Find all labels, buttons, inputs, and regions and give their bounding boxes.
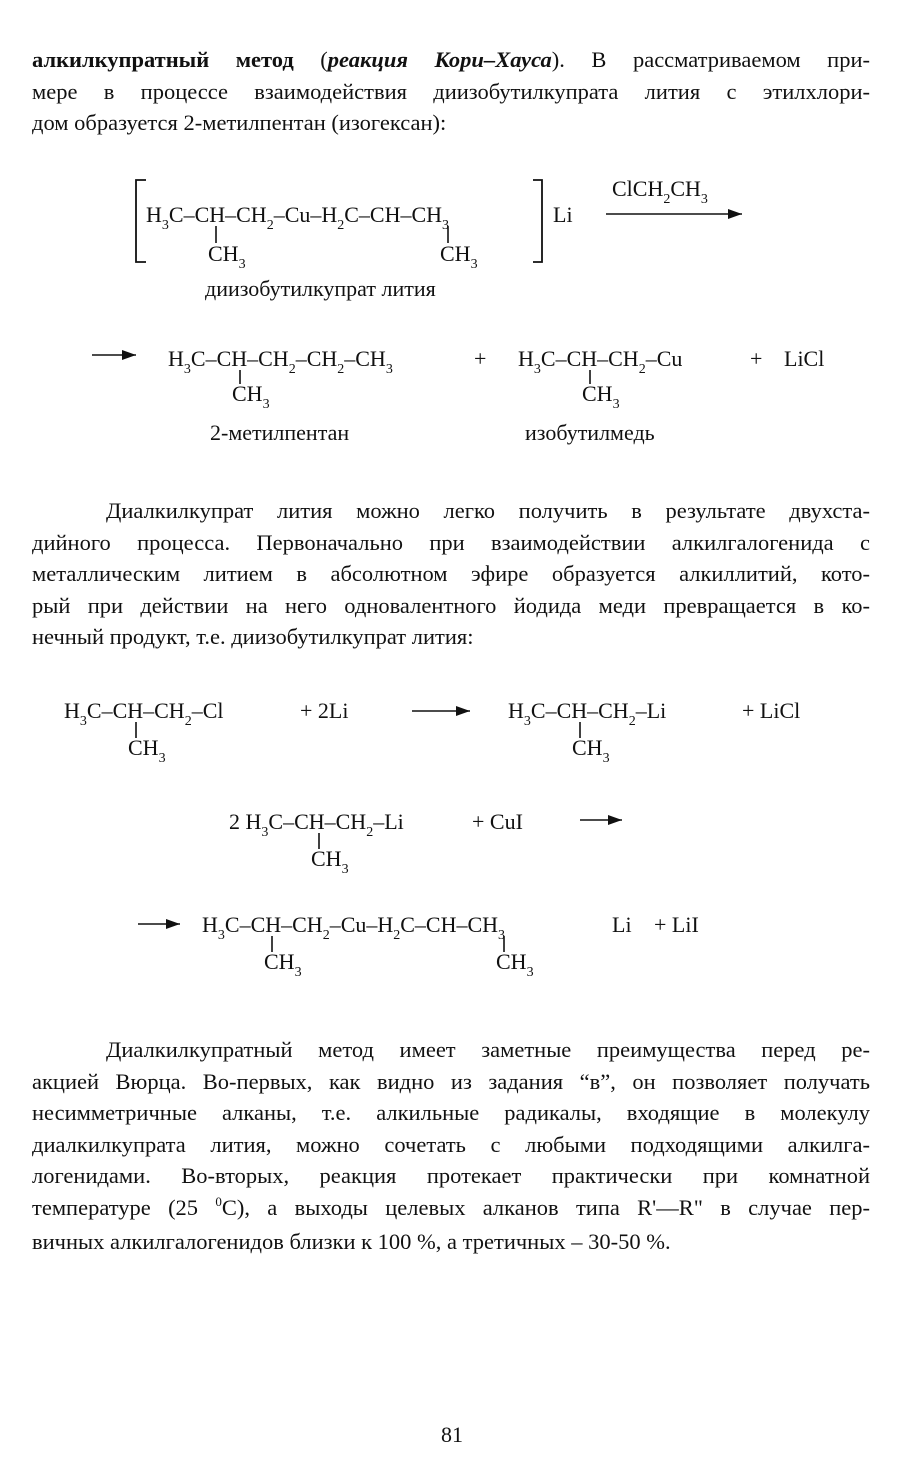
intro-rest: ). В рассматриваемом при- [551, 47, 870, 72]
cuprate-formula: $H_3C-CH-CH_2-Cu-H_2C-CH-CH_3$ [146, 202, 450, 233]
isobutyl-lithium: $H_3C-CH-CH_2-Li$ [508, 698, 667, 729]
right-bracket [533, 180, 542, 262]
intro-paragraph [32, 44, 870, 139]
intro-bold-term: алкилкупратный метод [32, 47, 294, 72]
para2-line-4: рый при действии на него одновалентного йодида меди превращается в ко- [32, 592, 870, 618]
para3-line-7: вичных алкилгалогенидов близки к 100 %, а третичных – 30-50 %. [32, 1229, 671, 1254]
cuprate-branch-1: $CH_3$ [208, 241, 246, 272]
para3-line-5: логенидами. Во-вторых, реакция протекает практически при комнатной [32, 1163, 870, 1188]
reaction2-byproduct: + LiCl [742, 698, 801, 723]
product2-branch: $CH_3$ [582, 381, 620, 412]
para2 [32, 495, 870, 653]
cuprate-branch-2: $CH_3$ [440, 241, 478, 272]
reaction3-product-branch-2: $CH_3$ [496, 949, 534, 980]
left-bracket [136, 180, 146, 262]
para3-line-6a: температуре (25 [32, 1194, 216, 1220]
reaction3-product-branch-1: $CH_3$ [264, 949, 302, 980]
plus-sign-2: + [750, 346, 763, 371]
intro-italic-term: реакция Кори–Хауса [327, 47, 552, 72]
degree-superscript: 0 [215, 1193, 222, 1209]
isobutyl-chloride-branch: $CH_3$ [128, 735, 166, 766]
para3-line-2: акцией Вюрца. Во-первых, как видно из задания “в”, он позволяет получать [32, 1068, 870, 1094]
cuprate-li: Li [553, 202, 573, 227]
arrow-4-head [608, 815, 622, 825]
para3-line-6b: С), а выходы целевых алканов типа R'—R" в случае пер- [221, 1194, 870, 1220]
arrow-3-head [456, 706, 470, 716]
para2-line-3: металлическим литием в абсолютном эфире образуется алкиллитий, кото- [32, 561, 870, 586]
product1-formula: $H_3C-CH-CH_2-CH_2-CH_3$ [168, 346, 393, 377]
plus-sign-1: + [474, 346, 487, 371]
isobutyl-chloride: $H_3C-CH-CH_2-Cl$ [64, 698, 224, 729]
reaction3-reagent: + CuI [472, 809, 523, 834]
reactant-label: диизобутилкупрат лития [205, 276, 436, 301]
reaction3-branch: $CH_3$ [311, 846, 349, 877]
reaction1-reagent: $ClCH_2CH_3$ [612, 176, 708, 207]
reaction3-coef: 2 [229, 809, 240, 834]
para3-line-1: Диалкилкупратный метод имеет заметные преимущества перед ре- [106, 1037, 870, 1062]
product2-formula: $H_3C-CH-CH_2-Cu$ [518, 346, 683, 377]
intro-open-paren: ( [293, 47, 328, 72]
para3 [32, 1034, 870, 1258]
arrow-5-head [166, 919, 180, 929]
page-number: 81 [441, 1422, 463, 1447]
reaction2-reagent: + 2Li [300, 698, 349, 723]
reaction3-byproduct: + LiI [654, 912, 699, 937]
product1-branch: $CH_3$ [232, 381, 270, 412]
intro-line-3: дом образуется 2-метилпентан (изогексан): [32, 110, 447, 135]
product2-label: изобутилмедь [525, 420, 655, 445]
reaction3-li: Li [612, 912, 632, 937]
arrow-1-head [728, 209, 742, 219]
isobutyl-lithium-branch: $CH_3$ [572, 735, 610, 766]
arrow-2-head [122, 350, 136, 360]
para2-line-1: Диалкилкупрат лития можно легко получить в результате двухста- [106, 498, 870, 523]
intro-line-2: мере в процессе взаимодействия диизобутилкупрата лития с этилхлори- [32, 78, 870, 104]
para3-line-6 [32, 1192, 870, 1227]
product1-label: 2-метилпентан [210, 420, 350, 445]
product3-licl: LiCl [784, 346, 825, 371]
reaction3-product: $H_3C-CH-CH_2-Cu-H_2C-CH-CH_3$ [202, 912, 506, 943]
para2-line-5: нечный продукт, т.е. диизобутилкупрат лития: [32, 624, 474, 649]
para2-line-2: дийного процесса. Первоначально при взаимодействии алкилгалогенида с [32, 529, 870, 555]
para3-line-4: диалкилкупрата лития, можно сочетать с любыми подходящими алкилга- [32, 1131, 870, 1157]
reaction3-reactant: 2 $H_3C-CH-CH_2-Li$ [229, 809, 404, 840]
para3-line-3: несимметричные алканы, т.е. алкильные радикалы, входящие в молекулу [32, 1100, 870, 1125]
